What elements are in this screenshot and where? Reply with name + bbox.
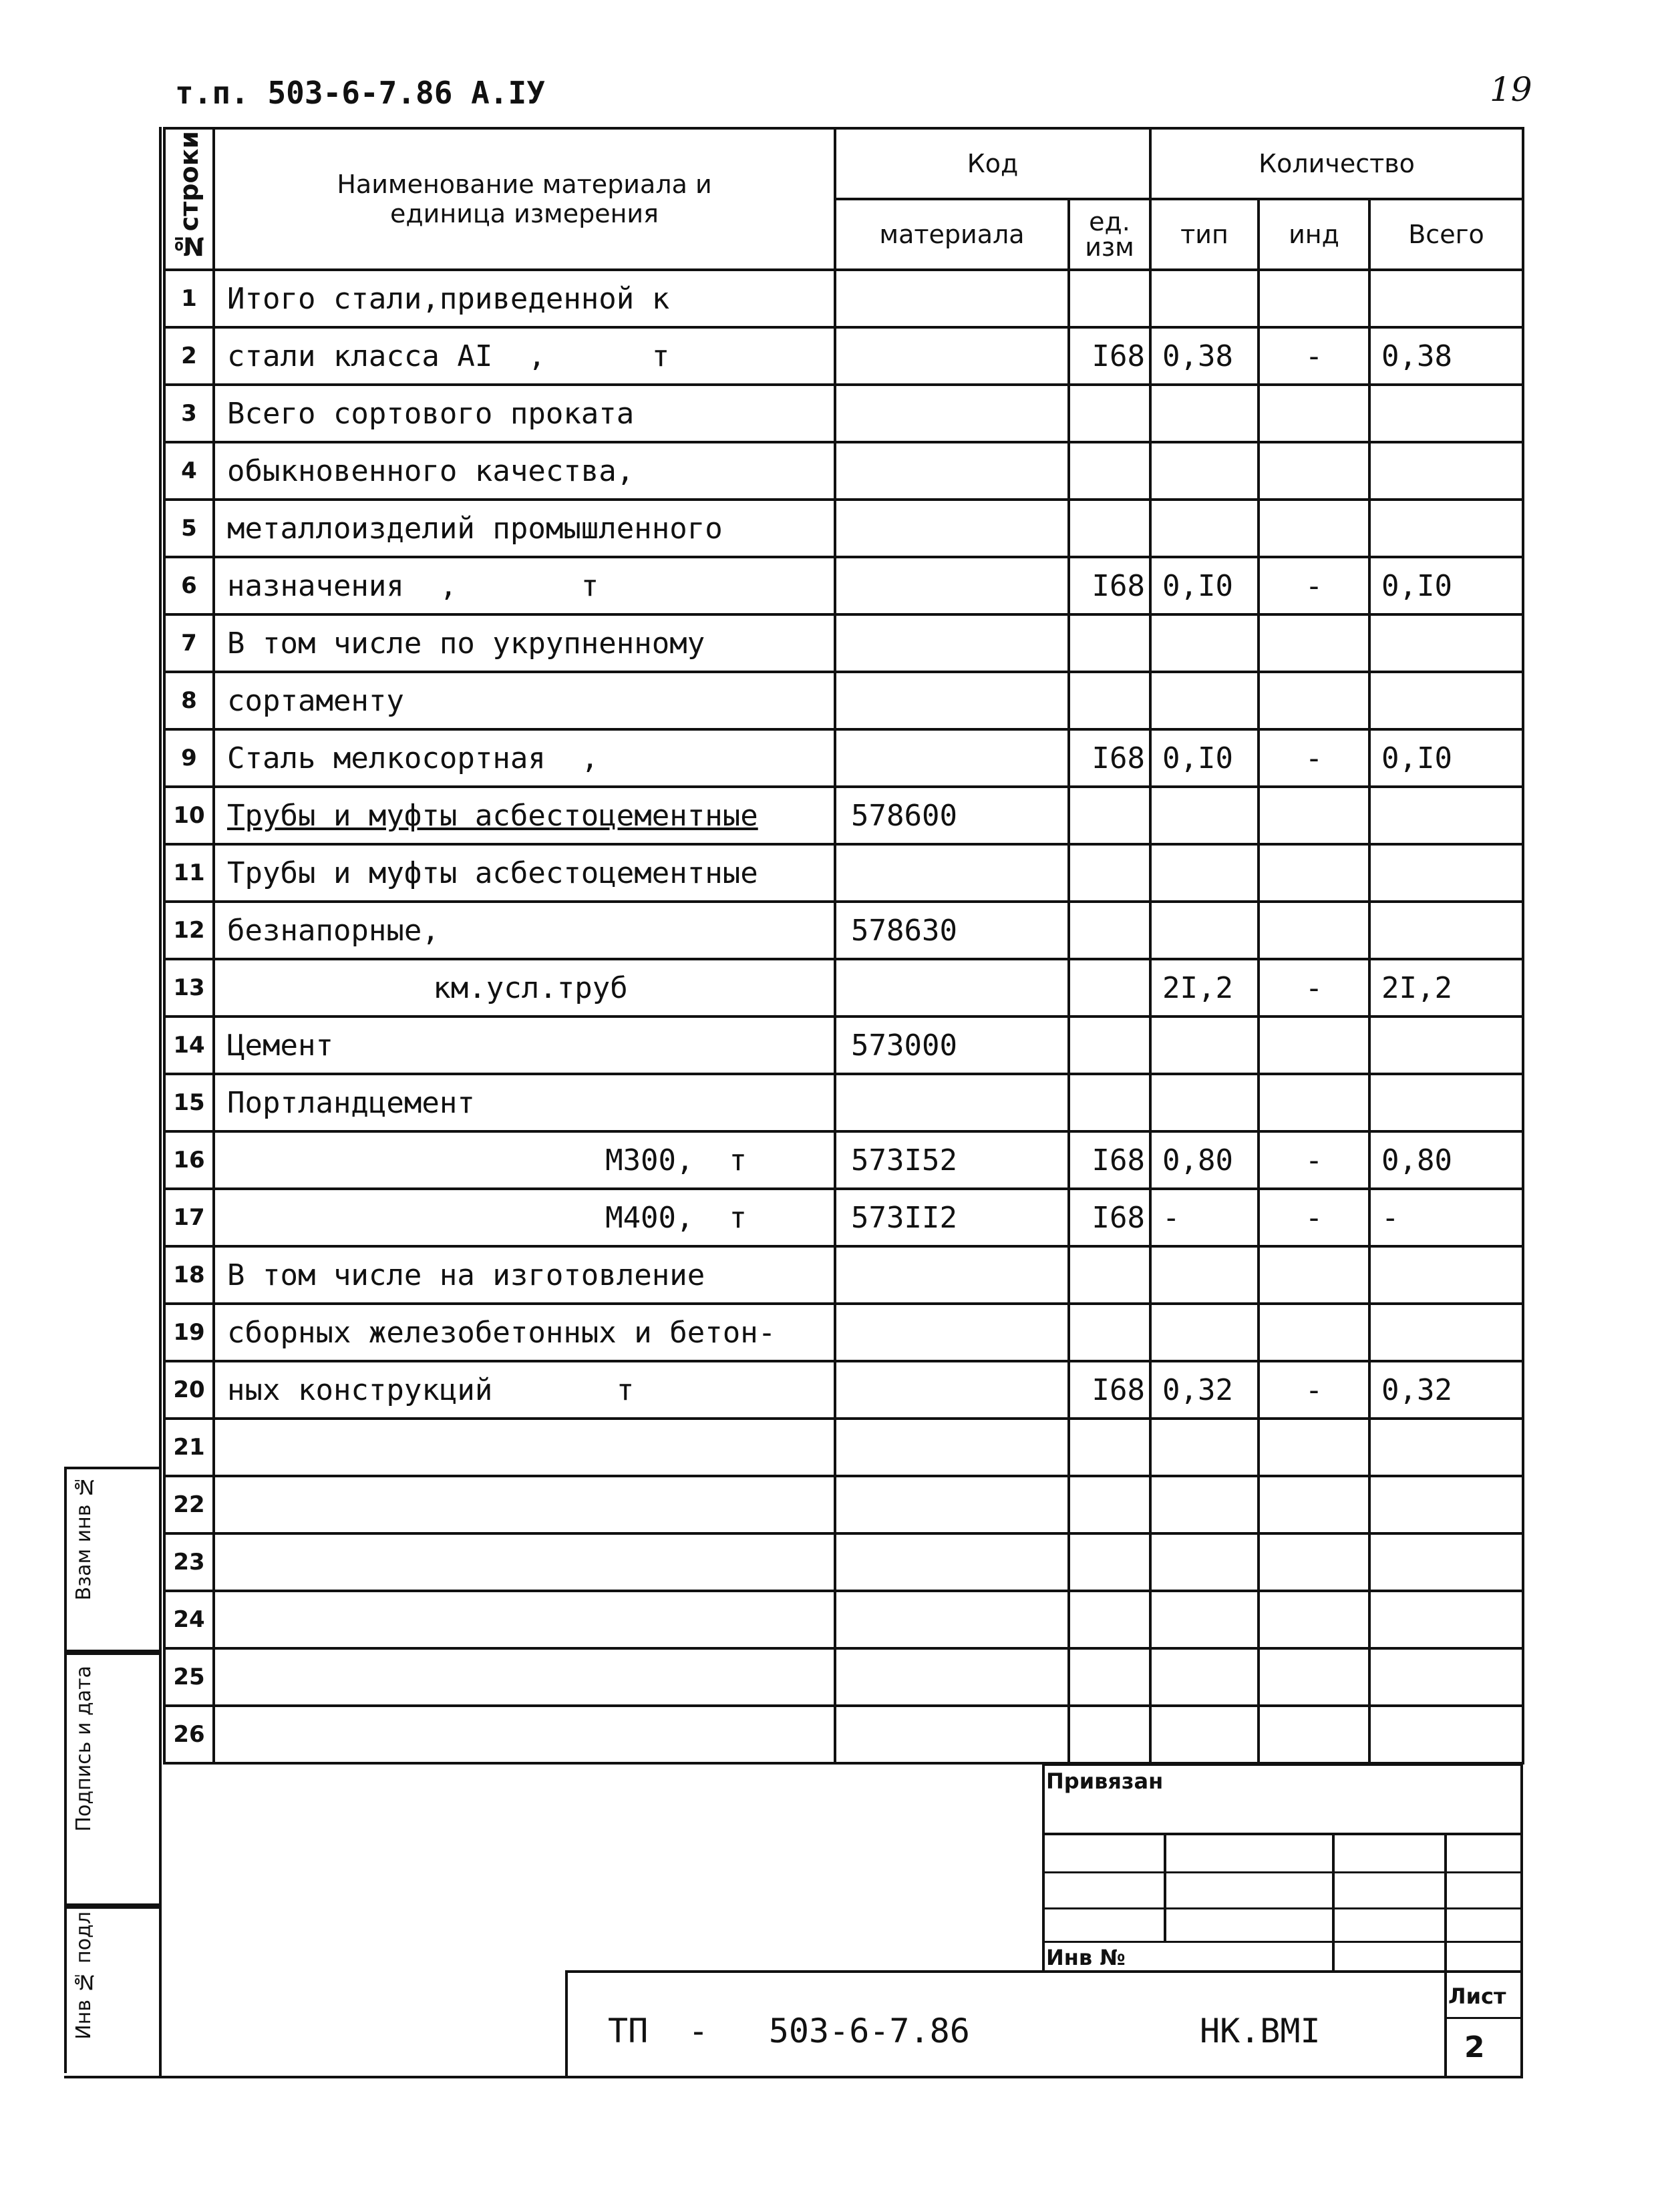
qty-total-cell: [1369, 1476, 1523, 1533]
qty-ind-cell: [1259, 902, 1369, 959]
material-code-cell: [835, 270, 1069, 327]
qty-type-cell: 2I,2: [1150, 959, 1259, 1017]
table-row: [164, 614, 1523, 672]
material-name-cell: сборных железобетонных и бетон-: [214, 1304, 835, 1361]
material-code-cell: [835, 1476, 1069, 1533]
qty-ind-cell: -: [1259, 729, 1369, 787]
qty-total-cell: [1369, 1706, 1523, 1763]
qty-total-cell: [1369, 1591, 1523, 1648]
qty-ind-cell: [1259, 1419, 1369, 1476]
table-row: [164, 672, 1523, 729]
unit-code-cell: [1069, 1304, 1150, 1361]
table-row: [164, 1246, 1523, 1304]
material-name-cell: [214, 1648, 835, 1706]
qty-type-cell: [1150, 1304, 1259, 1361]
table-row: [164, 1476, 1523, 1533]
qty-total-cell: [1369, 1246, 1523, 1304]
qty-type-cell: [1150, 1648, 1259, 1706]
material-code-cell: [835, 729, 1069, 787]
qty-total-cell: 0,38: [1369, 327, 1523, 385]
material-name-cell: Трубы и муфты асбестоцементные: [214, 844, 835, 902]
side-stamp: [64, 1467, 160, 1655]
material-code-cell: [835, 614, 1069, 672]
qty-ind-cell: [1259, 1533, 1369, 1591]
material-code-header: материала: [835, 199, 1069, 270]
qty-ind-cell: -: [1259, 959, 1369, 1017]
side-stamp-inv: [64, 1903, 160, 2073]
qty-type-cell: -: [1150, 1189, 1259, 1246]
material-code-cell: [835, 1706, 1069, 1763]
row-number-cell: 7: [164, 614, 214, 672]
qty-total-cell: [1369, 1074, 1523, 1131]
row-number-cell: 15: [164, 1074, 214, 1131]
tb-line: [1042, 1907, 1523, 1909]
unit-code-cell: [1069, 385, 1150, 442]
material-code-cell: 573000: [835, 1017, 1069, 1074]
material-code-cell: [835, 1361, 1069, 1419]
qty-total-header: Всего: [1369, 199, 1523, 270]
qty-ind-cell: [1259, 442, 1369, 500]
material-name-cell: Всего сортового проката: [214, 385, 835, 442]
row-number-cell: 10: [164, 787, 214, 844]
material-code-cell: [835, 1246, 1069, 1304]
material-name-cell: [214, 1419, 835, 1476]
qty-ind-cell: -: [1259, 557, 1369, 614]
material-name-cell: В том числе на изготовление: [214, 1246, 835, 1304]
table-row: [164, 787, 1523, 844]
row-number-cell: 5: [164, 500, 214, 557]
qty-type-cell: 0,I0: [1150, 557, 1259, 614]
row-number-cell: 11: [164, 844, 214, 902]
qty-ind-cell: [1259, 270, 1369, 327]
material-name-cell: Портландцемент: [214, 1074, 835, 1131]
row-number-cell: 17: [164, 1189, 214, 1246]
qty-type-cell: [1150, 614, 1259, 672]
material-code-cell: [835, 959, 1069, 1017]
material-code-cell: [835, 1304, 1069, 1361]
tb-line: [1042, 1763, 1045, 1970]
material-code-cell: [835, 327, 1069, 385]
table-row: [164, 1074, 1523, 1131]
row-number-cell: 18: [164, 1246, 214, 1304]
qty-ind-cell: [1259, 500, 1369, 557]
row-number-cell: 16: [164, 1131, 214, 1189]
row-number-cell: 23: [164, 1533, 214, 1591]
material-name-cell: [214, 1706, 835, 1763]
unit-code-cell: I68: [1069, 1189, 1150, 1246]
row-number-cell: 13: [164, 959, 214, 1017]
qty-type-cell: [1150, 902, 1259, 959]
unit-code-cell: [1069, 902, 1150, 959]
row-number-cell: 14: [164, 1017, 214, 1074]
unit-code-cell: [1069, 1648, 1150, 1706]
table-row: [164, 1361, 1523, 1419]
vzam-inv-label: Взам инв №: [72, 1475, 96, 1601]
material-code-cell: [835, 442, 1069, 500]
table-row: [164, 557, 1523, 614]
unit-code-cell: [1069, 959, 1150, 1017]
table-row: [164, 500, 1523, 557]
qty-ind-cell: [1259, 787, 1369, 844]
unit-code-cell: [1069, 500, 1150, 557]
material-name-cell: [214, 1533, 835, 1591]
material-name-cell: Трубы и муфты асбестоцементные: [214, 787, 835, 844]
material-code-cell: [835, 844, 1069, 902]
frame-right: [1520, 1763, 1523, 2077]
row-number-cell: 26: [164, 1706, 214, 1763]
qty-total-cell: [1369, 787, 1523, 844]
unit-code-cell: I68: [1069, 557, 1150, 614]
qty-total-cell: 2I,2: [1369, 959, 1523, 1017]
material-name-cell: обыкновенного качества,: [214, 442, 835, 500]
tb-line: [565, 1970, 568, 2077]
material-name-cell: М300, т: [214, 1131, 835, 1189]
material-name-cell: безнапорные,: [214, 902, 835, 959]
frame-left: [159, 127, 162, 2077]
qty-total-cell: [1369, 1648, 1523, 1706]
table-row: [164, 270, 1523, 327]
row-number-cell: 8: [164, 672, 214, 729]
sheet-code: НК.ВМI: [1200, 2012, 1321, 2050]
unit-code-cell: I68: [1069, 729, 1150, 787]
unit-code-cell: [1069, 1533, 1150, 1591]
qty-type-cell: [1150, 1706, 1259, 1763]
unit-code-cell: [1069, 1591, 1150, 1648]
qty-type-cell: [1150, 672, 1259, 729]
material-code-cell: [835, 1533, 1069, 1591]
qty-ind-cell: [1259, 385, 1369, 442]
row-number-cell: 12: [164, 902, 214, 959]
unit-code-cell: I68: [1069, 1131, 1150, 1189]
signature-date-label: Подпись и дата: [72, 1666, 96, 1832]
qty-total-cell: [1369, 1304, 1523, 1361]
material-code-cell: [835, 1419, 1069, 1476]
qty-ind-cell: [1259, 1074, 1369, 1131]
qty-total-cell: [1369, 672, 1523, 729]
unit-code-cell: [1069, 270, 1150, 327]
row-number-cell: 21: [164, 1419, 214, 1476]
frame-bottom: [64, 2076, 1523, 2078]
unit-code-cell: [1069, 1706, 1150, 1763]
material-code-cell: 578630: [835, 902, 1069, 959]
row-number-cell: 6: [164, 557, 214, 614]
qty-total-cell: [1369, 902, 1523, 959]
unit-code-cell: [1069, 1246, 1150, 1304]
unit-code-cell: [1069, 1017, 1150, 1074]
unit-code-cell: [1069, 844, 1150, 902]
qty-ind-cell: -: [1259, 1361, 1369, 1419]
qty-type-cell: 0,38: [1150, 327, 1259, 385]
table-row: [164, 1131, 1523, 1189]
material-name-cell: сортаменту: [214, 672, 835, 729]
qty-ind-cell: [1259, 1304, 1369, 1361]
qty-total-cell: [1369, 844, 1523, 902]
row-number-header: №строки: [164, 128, 214, 270]
unit-code-cell: [1069, 1074, 1150, 1131]
document-code: ТП - 503-6-7.86: [608, 2012, 970, 2050]
row-number-cell: 25: [164, 1648, 214, 1706]
qty-ind-cell: [1259, 614, 1369, 672]
table-row: [164, 1648, 1523, 1706]
material-code-cell: [835, 557, 1069, 614]
material-code-cell: [835, 1591, 1069, 1648]
unit-code-cell: [1069, 614, 1150, 672]
qty-type-cell: [1150, 1419, 1259, 1476]
qty-type-cell: [1150, 270, 1259, 327]
qty-total-cell: -: [1369, 1189, 1523, 1246]
qty-ind-header: инд: [1259, 199, 1369, 270]
tb-line: [1444, 2017, 1523, 2019]
unit-code-cell: [1069, 1419, 1150, 1476]
tb-line: [1042, 1833, 1523, 1835]
unit-code-cell: [1069, 787, 1150, 844]
qty-total-cell: [1369, 442, 1523, 500]
unit-code-cell: [1069, 442, 1150, 500]
qty-type-header: тип: [1150, 199, 1259, 270]
table-row: [164, 959, 1523, 1017]
material-code-cell: [835, 1074, 1069, 1131]
unit-code-cell: I68: [1069, 1361, 1150, 1419]
side-stamp-sign: [64, 1650, 160, 1909]
material-name-cell: назначения , т: [214, 557, 835, 614]
unit-code-cell: [1069, 1476, 1150, 1533]
table-row: [164, 1304, 1523, 1361]
tb-line: [1444, 1833, 1447, 2077]
qty-total-cell: [1369, 1533, 1523, 1591]
inv-no-label: Инв №: [1046, 1945, 1126, 1970]
qty-total-cell: 0,I0: [1369, 557, 1523, 614]
qty-type-cell: 0,80: [1150, 1131, 1259, 1189]
table-row: [164, 1706, 1523, 1763]
tb-line: [1042, 1763, 1523, 1766]
table-row: [164, 385, 1523, 442]
qty-ind-cell: -: [1259, 1131, 1369, 1189]
table-row: [164, 327, 1523, 385]
table-row: [164, 1591, 1523, 1648]
list-value: 2: [1464, 2030, 1485, 2064]
qty-ind-cell: [1259, 1017, 1369, 1074]
table-row: [164, 1017, 1523, 1074]
inv-podl-label: Инв № подл: [72, 1911, 96, 2040]
material-code-cell: [835, 672, 1069, 729]
material-name-cell: М400, т: [214, 1189, 835, 1246]
qty-type-cell: [1150, 787, 1259, 844]
tb-line: [1332, 1833, 1335, 1970]
qty-total-cell: 0,80: [1369, 1131, 1523, 1189]
row-number-cell: 24: [164, 1591, 214, 1648]
material-code-cell: 573II2: [835, 1189, 1069, 1246]
material-name-cell: Итого стали,приведенной к: [214, 270, 835, 327]
material-name-cell: В том числе по укрупненному: [214, 614, 835, 672]
qty-type-cell: [1150, 500, 1259, 557]
table-row: [164, 902, 1523, 959]
page-number: 19: [1490, 70, 1532, 109]
row-number-cell: 3: [164, 385, 214, 442]
material-name-header: Наименование материала и единица измерения: [214, 128, 835, 270]
material-code-cell: 573I52: [835, 1131, 1069, 1189]
material-name-cell: Сталь мелкосортная ,: [214, 729, 835, 787]
list-label: Лист: [1448, 1984, 1506, 2009]
row-number-cell: 1: [164, 270, 214, 327]
material-name-cell: [214, 1591, 835, 1648]
qty-ind-cell: [1259, 844, 1369, 902]
qty-total-cell: 0,I0: [1369, 729, 1523, 787]
row-number-cell: 9: [164, 729, 214, 787]
privyazan-label: Привязан: [1046, 1769, 1164, 1794]
qty-ind-cell: -: [1259, 327, 1369, 385]
qty-type-cell: [1150, 1533, 1259, 1591]
qty-type-cell: [1150, 1074, 1259, 1131]
material-code-cell: 578600: [835, 787, 1069, 844]
material-name-cell: [214, 1476, 835, 1533]
tb-line: [1042, 1941, 1523, 1943]
qty-type-cell: [1150, 1591, 1259, 1648]
qty-type-cell: [1150, 1246, 1259, 1304]
qty-ind-cell: [1259, 672, 1369, 729]
qty-ind-cell: [1259, 1246, 1369, 1304]
qty-type-cell: [1150, 1476, 1259, 1533]
unit-code-header: ед. изм: [1069, 199, 1150, 270]
row-number-cell: 4: [164, 442, 214, 500]
qty-type-cell: [1150, 442, 1259, 500]
table-row: [164, 729, 1523, 787]
unit-code-cell: [1069, 672, 1150, 729]
tb-line: [1042, 1871, 1523, 1873]
table-row: [164, 1533, 1523, 1591]
material-name-cell: ных конструкций т: [214, 1361, 835, 1419]
tb-line: [565, 1970, 1523, 1973]
materials-table: [163, 127, 1524, 1765]
qty-ind-cell: -: [1259, 1189, 1369, 1246]
material-name-cell: Цемент: [214, 1017, 835, 1074]
tb-line: [1164, 1833, 1166, 1941]
qty-total-cell: 0,32: [1369, 1361, 1523, 1419]
row-number-cell: 2: [164, 327, 214, 385]
qty-type-cell: [1150, 1017, 1259, 1074]
qty-total-cell: [1369, 270, 1523, 327]
qty-total-cell: [1369, 500, 1523, 557]
qty-type-cell: 0,I0: [1150, 729, 1259, 787]
qty-ind-cell: [1259, 1476, 1369, 1533]
material-code-cell: [835, 1648, 1069, 1706]
row-number-cell: 19: [164, 1304, 214, 1361]
qty-type-cell: 0,32: [1150, 1361, 1259, 1419]
qty-total-cell: [1369, 1419, 1523, 1476]
document-reference: т.п. 503-6-7.86 А.IУ: [175, 75, 545, 111]
qty-type-cell: [1150, 385, 1259, 442]
material-name-cell: стали класса AI , т: [214, 327, 835, 385]
table-row: [164, 1189, 1523, 1246]
material-name-cell: км.усл.труб: [214, 959, 835, 1017]
qty-ind-cell: [1259, 1706, 1369, 1763]
table-row: [164, 442, 1523, 500]
table-row: [164, 844, 1523, 902]
material-code-cell: [835, 385, 1069, 442]
material-code-cell: [835, 500, 1069, 557]
quantity-group-header: Количество: [1150, 128, 1523, 199]
qty-type-cell: [1150, 844, 1259, 902]
qty-total-cell: [1369, 1017, 1523, 1074]
qty-total-cell: [1369, 614, 1523, 672]
qty-ind-cell: [1259, 1591, 1369, 1648]
table-row: [164, 1419, 1523, 1476]
unit-code-cell: I68: [1069, 327, 1150, 385]
code-group-header: Код: [835, 128, 1150, 199]
qty-total-cell: [1369, 385, 1523, 442]
material-name-cell: металлоизделий промышленного: [214, 500, 835, 557]
row-number-cell: 22: [164, 1476, 214, 1533]
row-number-cell: 20: [164, 1361, 214, 1419]
qty-ind-cell: [1259, 1648, 1369, 1706]
